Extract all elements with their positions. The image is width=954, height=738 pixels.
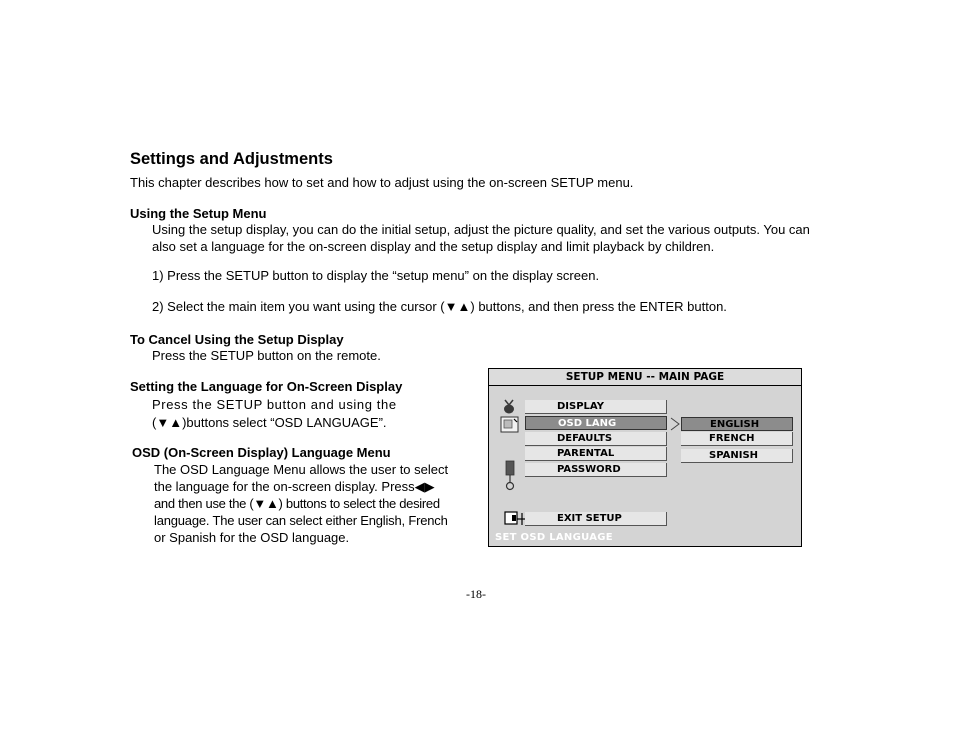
step-2-text-a: 2) Select the main item you want using the cursor ( bbox=[152, 299, 445, 314]
intro-text: This chapter describes how to set and how to adjust using the on-screen SETUP menu. bbox=[130, 175, 634, 190]
left-right-arrows-icon: ◀▶ bbox=[414, 479, 435, 494]
status-bar-text: SET OSD LANGUAGE bbox=[495, 532, 613, 543]
cancel-heading: To Cancel Using the Setup Display bbox=[130, 332, 344, 347]
menu-item-display[interactable]: DISPLAY bbox=[525, 400, 667, 414]
parental-lock-icon bbox=[504, 460, 516, 492]
osd-line3 bbox=[154, 495, 440, 512]
osd-line4: language. The user can select either English, French bbox=[154, 513, 448, 528]
using-setup-line1: Using the setup display, you can do the initial setup, adjust the picture quality, and set the various outputs. You can bbox=[152, 222, 810, 237]
menu-item-parental[interactable]: PARENTAL bbox=[525, 447, 667, 461]
osd-line5: or Spanish for the OSD language. bbox=[154, 530, 350, 545]
language-heading: Setting the Language for On-Screen Display bbox=[130, 379, 403, 394]
using-setup-line2: also set a language for the on-screen display and the setup display and limit playback by children. bbox=[152, 239, 715, 254]
language-option-spanish[interactable]: SPANISH bbox=[681, 449, 793, 463]
page-title: Settings and Adjustments bbox=[130, 150, 333, 168]
osd-line3-b: ) buttons to select the desired bbox=[278, 496, 440, 511]
step-1: 1) Press the SETUP button to display the “setup menu” on the display screen. bbox=[152, 268, 600, 283]
language-option-french[interactable]: FRENCH bbox=[681, 432, 793, 446]
menu-item-osd-lang[interactable]: OSD LANG bbox=[525, 416, 667, 430]
osd-line3-a: and then use the ( bbox=[154, 496, 254, 511]
osd-line1: The OSD Language Menu allows the user to select bbox=[154, 462, 449, 477]
language-line2-b: )buttons select “OSD LANGUAGE”. bbox=[182, 415, 387, 430]
down-up-arrows-icon: ▼▲ bbox=[156, 415, 183, 430]
language-option-english[interactable]: ENGLISH bbox=[681, 417, 793, 431]
menu-item-defaults[interactable]: DEFAULTS bbox=[525, 432, 667, 446]
exit-icon bbox=[504, 511, 526, 527]
menu-item-exit-setup[interactable]: EXIT SETUP bbox=[525, 512, 667, 526]
setup-menu-title: SETUP MENU -- MAIN PAGE bbox=[489, 369, 801, 386]
down-up-arrows-icon: ▼▲ bbox=[253, 496, 279, 511]
cancel-text: Press the SETUP button on the remote. bbox=[152, 348, 381, 363]
down-up-arrows-icon: ▼▲ bbox=[444, 299, 471, 314]
language-line2-a: ( bbox=[152, 415, 157, 430]
osd-line2-text: the language for the on-screen display. Press bbox=[154, 479, 415, 494]
menu-item-password[interactable]: PASSWORD bbox=[525, 463, 667, 477]
using-setup-heading: Using the Setup Menu bbox=[130, 206, 267, 221]
language-line1: Press the SETUP button and using the bbox=[152, 397, 397, 412]
osd-lang-icon bbox=[500, 416, 520, 434]
osd-menu-heading: OSD (On-Screen Display) Language Menu bbox=[132, 445, 391, 460]
setup-menu-screen bbox=[488, 368, 802, 547]
display-icon bbox=[501, 399, 517, 415]
osd-line2 bbox=[154, 478, 435, 495]
step-2 bbox=[152, 298, 727, 315]
step-2-text-b: ) buttons, and then press the ENTER button. bbox=[470, 299, 727, 314]
page-number: -18- bbox=[466, 587, 486, 601]
language-line2 bbox=[152, 414, 387, 431]
submenu-pointer-icon bbox=[669, 417, 681, 431]
